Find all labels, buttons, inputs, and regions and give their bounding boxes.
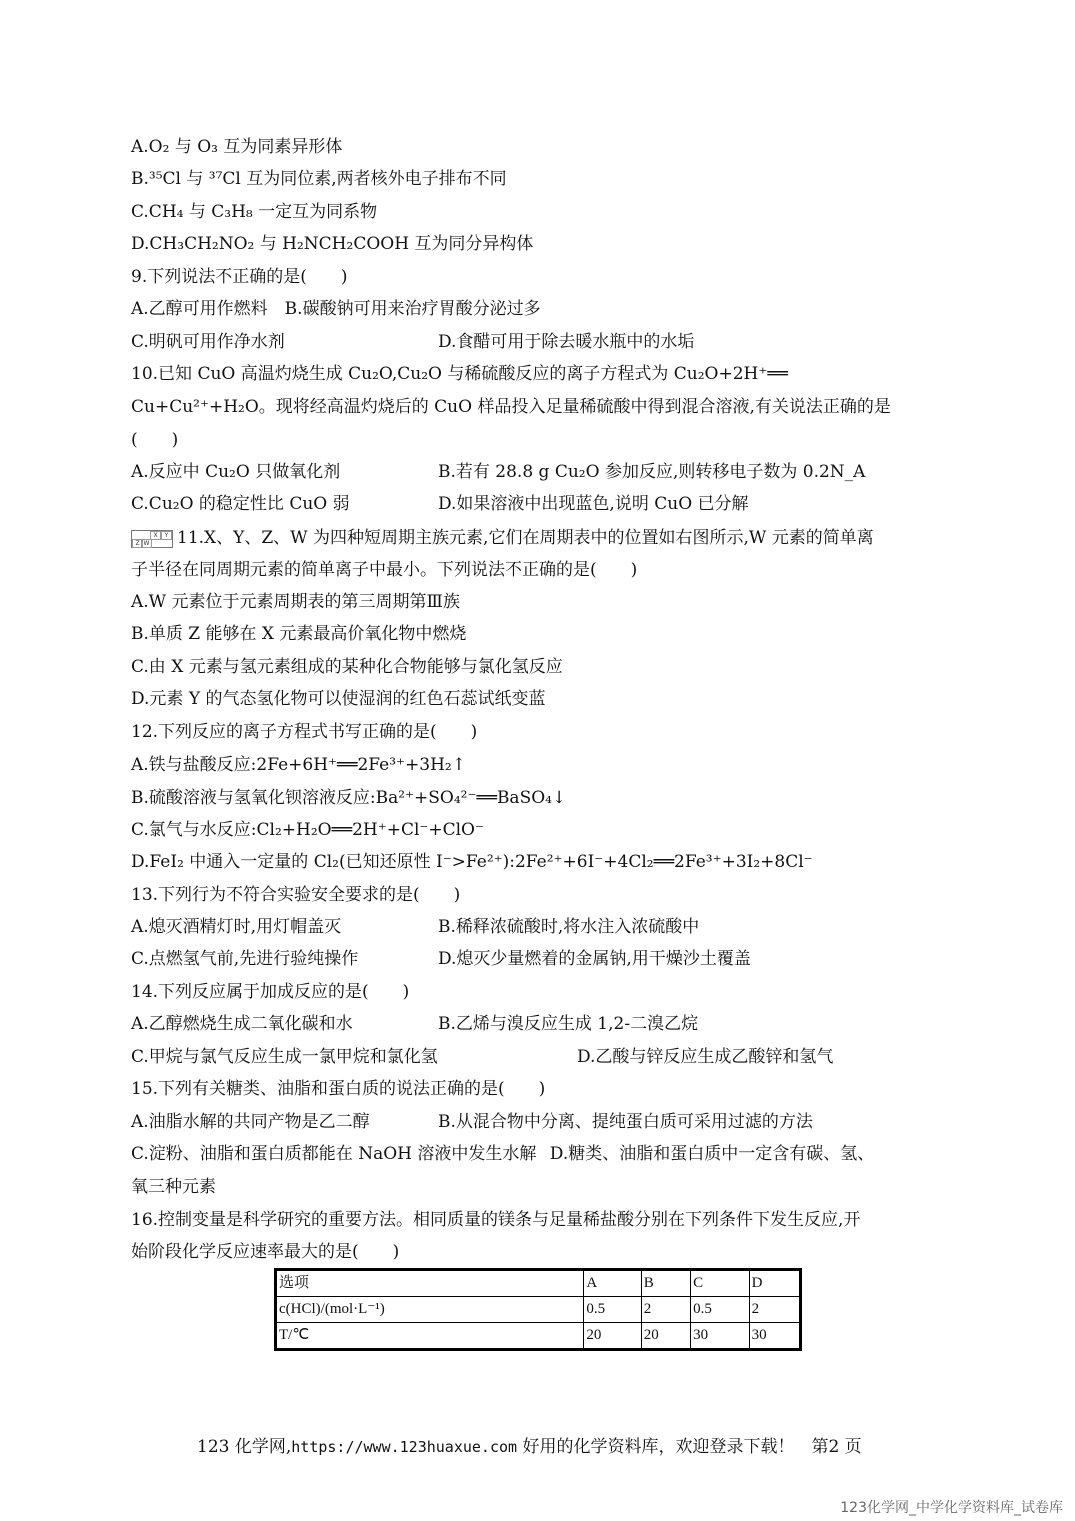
- table-row: [276, 1270, 801, 1297]
- table-cell: B: [641, 1270, 690, 1297]
- diagram-cell-y: Y: [161, 531, 172, 540]
- q10-options-ab: [131, 461, 931, 485]
- q15-option-a: A.油脂水解的共同产物是乙二醇: [131, 1112, 370, 1132]
- footer-slogan: 好用的化学资料库，欢迎登录下载！ 第2 页: [517, 1437, 862, 1457]
- page-footer: [197, 1432, 862, 1457]
- q11-option-b: B.单质 Z 能够在 X 元素最高价氧化物中燃烧: [131, 624, 467, 644]
- q12-stem: 12.下列反应的离子方程式书写正确的是( ): [131, 722, 478, 742]
- q10-option-a: A.反应中 Cu₂O 只做氧化剂: [131, 462, 341, 482]
- table-cell: 30: [749, 1323, 800, 1350]
- conditions-table: [274, 1268, 802, 1351]
- q12-option-d: D.FeI₂ 中通入一定量的 Cl₂(已知还原性 I⁻>Fe²⁺):2Fe²⁺+6I⁻+4Cl₂══2Fe³⁺+3I₂+8Cl⁻: [131, 852, 813, 872]
- q9-options-cd: [131, 331, 931, 355]
- q10-options-cd: [131, 493, 931, 517]
- q14-options-ab: [131, 1013, 931, 1037]
- q14-option-c: C.甲烷与氯气反应生成一氯甲烷和氯化氢: [131, 1047, 438, 1067]
- table-cell: 2: [641, 1297, 690, 1323]
- q9-option-d: D.食醋可用于除去暖水瓶中的水垢: [438, 332, 695, 352]
- q15-option-b: B.从混合物中分离、提纯蛋白质可采用过滤的方法: [438, 1112, 813, 1132]
- q13-options-cd: [131, 948, 931, 972]
- q8-option-b: B.³⁵Cl 与 ³⁷Cl 互为同位素,两者核外电子排布不同: [131, 169, 507, 189]
- q10-option-c: C.Cu₂O 的稳定性比 CuO 弱: [131, 494, 350, 514]
- q11-stem-line1: [131, 527, 874, 551]
- table-cell: C: [691, 1270, 749, 1297]
- q11-option-c: C.由 X 元素与氢元素组成的某种化合物能够与氯化氢反应: [131, 657, 563, 677]
- q15-option-d-cont: 氧三种元素: [131, 1177, 216, 1197]
- table-cell: 20: [641, 1323, 690, 1350]
- watermark: 123化学网_中学化学资料库_试卷库: [840, 1500, 1063, 1516]
- table-cell: 2: [749, 1297, 800, 1323]
- q16-stem-line2: 始阶段化学反应速率最大的是( ): [131, 1242, 400, 1262]
- q12-option-b: B.硫酸溶液与氢氧化钡溶液反应:Ba²⁺+SO₄²⁻══BaSO₄↓: [131, 788, 567, 808]
- q15-option-c: C.淀粉、油脂和蛋白质都能在 NaOH 溶液中发生水解: [131, 1144, 537, 1164]
- q13-option-d: D.熄灭少量燃着的金属钠,用干燥沙土覆盖: [438, 949, 751, 969]
- table-cell: c(HCl)/(mol·L⁻¹): [276, 1297, 584, 1323]
- q12-option-a: A.铁与盐酸反应:2Fe+6H⁺══2Fe³⁺+3H₂↑: [131, 755, 466, 775]
- table-cell: T/℃: [276, 1323, 584, 1350]
- diagram-cell-x: X: [150, 531, 161, 540]
- table-row: [276, 1323, 801, 1350]
- q15-option-d: D.糖类、油脂和蛋白质中一定含有碳、氢、: [549, 1144, 875, 1164]
- q15-stem: 15.下列有关糖类、油脂和蛋白质的说法正确的是( ): [131, 1079, 546, 1099]
- table-cell: 30: [691, 1323, 749, 1350]
- q13-option-c: C.点燃氢气前,先进行验纯操作: [131, 949, 359, 969]
- table-cell: A: [584, 1270, 641, 1297]
- table-cell: 0.5: [691, 1297, 749, 1323]
- periodic-table-diagram: [131, 530, 173, 548]
- q10-stem-line2: Cu+Cu²⁺+H₂O。现将经高温灼烧后的 CuO 样品投入足量稀硫酸中得到混合溶液,有关说法正确的是: [131, 397, 891, 417]
- table-cell: 0.5: [584, 1297, 641, 1323]
- footer-url: https://www.123huaxue.com: [291, 1438, 518, 1456]
- q9-option-ab: A.乙醇可用作燃料 B.碳酸钠可用来治疗胃酸分泌过多: [131, 299, 541, 319]
- q14-option-b: B.乙烯与溴反应生成 1,2-二溴乙烷: [438, 1014, 699, 1034]
- table-cell: 选项: [276, 1270, 584, 1297]
- q13-options-ab: [131, 916, 931, 940]
- diagram-cell-w: W: [141, 539, 152, 548]
- q11-stem-line2: 子半径在同周期元素的简单离子中最小。下列说法不正确的是( ): [131, 560, 638, 580]
- q14-stem: 14.下列反应属于加成反应的是( ): [131, 982, 410, 1002]
- table-cell: 20: [584, 1323, 641, 1350]
- q13-option-b: B.稀释浓硫酸时,将水注入浓硫酸中: [438, 917, 700, 937]
- q12-option-c: C.氯气与水反应:Cl₂+H₂O══2H⁺+Cl⁻+ClO⁻: [131, 820, 484, 840]
- q10-option-b: B.若有 28.8 g Cu₂O 参加反应,则转移电子数为 0.2N_A: [438, 462, 866, 482]
- q14-options-cd: [131, 1046, 931, 1070]
- q9-stem: 9.下列说法不正确的是( ): [131, 267, 348, 287]
- q11-stem-text: 11.X、Y、Z、W 为四种短周期主族元素,它们在周期表中的位置如右图所示,W 元素的简单离: [177, 528, 874, 548]
- q10-stem-line1: 10.已知 CuO 高温灼烧生成 Cu₂O,Cu₂O 与稀硫酸反应的离子方程式为 Cu₂O+2H⁺══: [131, 364, 788, 384]
- q16-stem-line1: 16.控制变量是科学研究的重要方法。相同质量的镁条与足量稀盐酸分别在下列条件下发生反应,开: [131, 1210, 861, 1230]
- q15-options-cd: [131, 1143, 874, 1167]
- q14-option-a: A.乙醇燃烧生成二氧化碳和水: [131, 1014, 353, 1034]
- diagram-cell-z: Z: [132, 539, 143, 548]
- q8-option-a: A.O₂ 与 O₃ 互为同素异形体: [131, 137, 343, 157]
- q11-option-d: D.元素 Y 的气态氢化物可以使湿润的红色石蕊试纸变蓝: [131, 689, 546, 709]
- q8-option-d: D.CH₃CH₂NO₂ 与 H₂NCH₂COOH 互为同分异构体: [131, 234, 534, 254]
- q8-option-c: C.CH₄ 与 C₃H₈ 一定互为同系物: [131, 202, 378, 222]
- q14-option-d: D.乙酸与锌反应生成乙酸锌和氢气: [577, 1047, 834, 1067]
- table-row: [276, 1297, 801, 1323]
- q10-stem-line3: ( ): [131, 430, 179, 450]
- footer-site-name: 123 化学网,: [197, 1437, 292, 1457]
- q13-option-a: A.熄灭酒精灯时,用灯帽盖灭: [131, 917, 342, 937]
- table-cell: D: [749, 1270, 800, 1297]
- q9-option-c: C.明矾可用作净水剂: [131, 332, 285, 352]
- q15-options-ab: [131, 1111, 931, 1135]
- q11-option-a: A.W 元素位于元素周期表的第三周期第Ⅲ族: [131, 592, 460, 612]
- q13-stem: 13.下列行为不符合实验安全要求的是( ): [131, 885, 461, 905]
- q10-option-d: D.如果溶液中出现蓝色,说明 CuO 已分解: [438, 494, 749, 514]
